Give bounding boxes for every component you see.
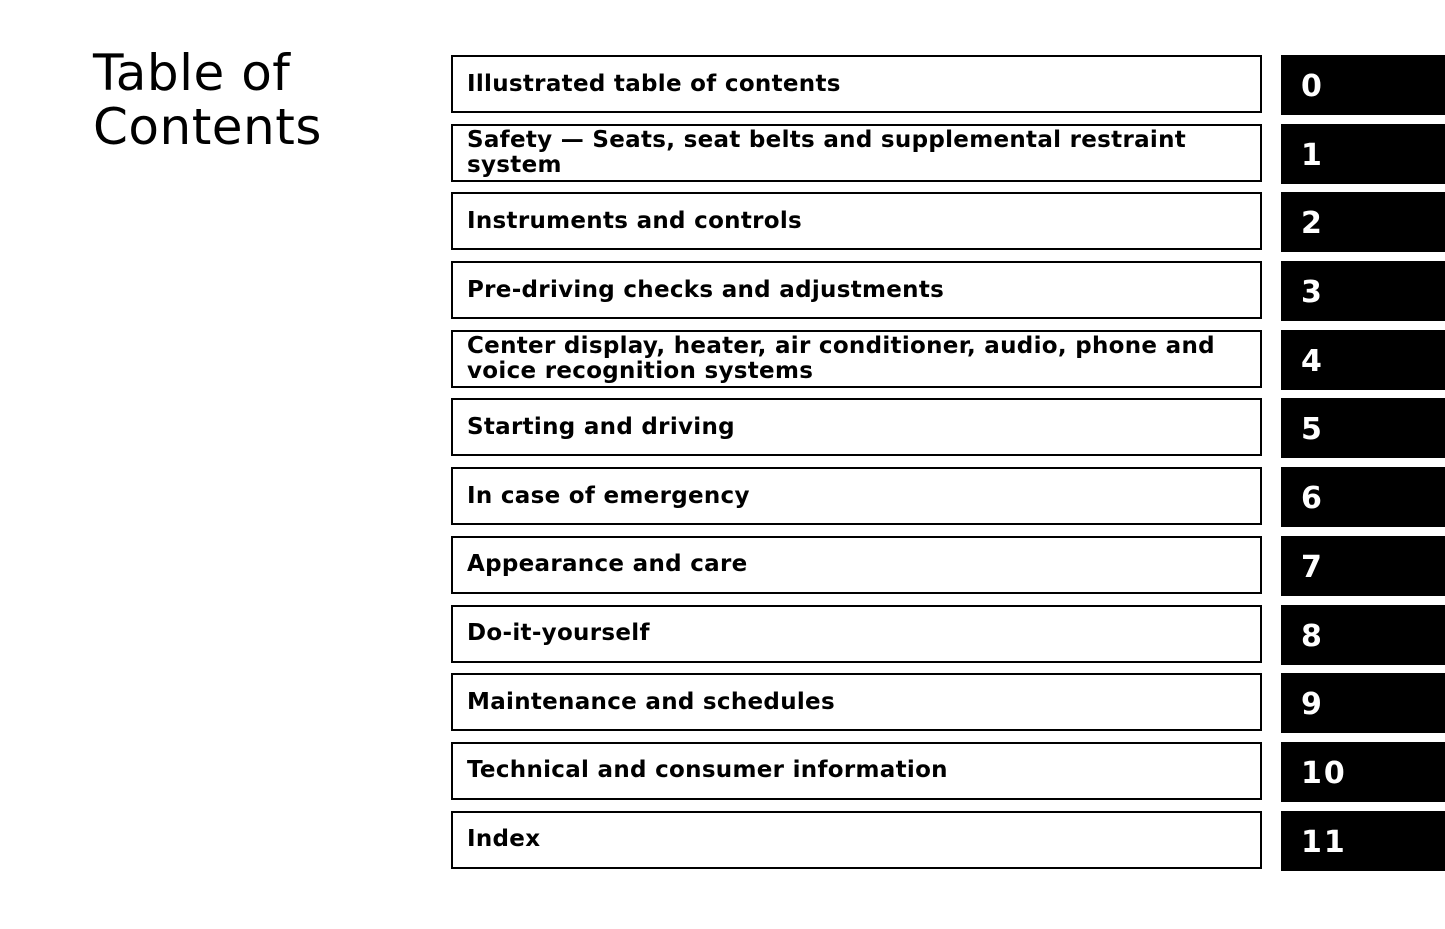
toc-entry-label: Starting and driving: [467, 413, 735, 440]
chapter-number: 0: [1301, 69, 1324, 104]
toc-entry-instruments-and-controls[interactable]: [451, 192, 1262, 250]
chapter-number: 1: [1301, 137, 1324, 173]
chapter-tab-4[interactable]: [1281, 330, 1445, 390]
toc-row-10: [451, 742, 1445, 802]
chapter-tab-6[interactable]: [1281, 467, 1445, 527]
chapter-number: 3: [1301, 275, 1324, 311]
chapter-number: 7: [1301, 549, 1324, 585]
toc-row-9: [451, 673, 1445, 733]
toc-entry-center-display[interactable]: [451, 330, 1262, 388]
chapter-number: 2: [1301, 206, 1324, 242]
chapter-tab-1[interactable]: [1281, 124, 1445, 184]
page-title: [93, 46, 322, 154]
toc-entry-maintenance-and-schedules[interactable]: [451, 673, 1262, 731]
chapter-tab-11[interactable]: [1281, 811, 1445, 871]
chapter-tab-10[interactable]: [1281, 742, 1445, 802]
toc-entry-label: Do-it-yourself: [467, 620, 650, 646]
chapter-number: 5: [1301, 412, 1324, 448]
toc-entry-label: Maintenance and schedules: [467, 688, 835, 715]
toc-row-0: [451, 55, 1445, 115]
chapter-number: 11: [1301, 824, 1347, 860]
toc-entry-safety[interactable]: [451, 124, 1262, 182]
chapter-tab-2[interactable]: [1281, 192, 1445, 252]
toc-entry-label: Illustrated table of contents: [467, 70, 841, 97]
toc-entry-technical-and-consumer-information[interactable]: [451, 742, 1262, 800]
chapter-tab-9[interactable]: [1281, 673, 1445, 733]
toc-entry-label: In case of emergency: [467, 482, 750, 509]
chapter-tab-0[interactable]: [1281, 55, 1445, 115]
toc-entry-label: Pre-driving checks and adjustments: [467, 276, 945, 303]
toc-row-1: [451, 124, 1445, 184]
toc-entry-do-it-yourself[interactable]: [451, 605, 1262, 663]
toc-entry-starting-and-driving[interactable]: [451, 398, 1262, 456]
chapter-tab-3[interactable]: [1281, 261, 1445, 321]
chapter-tab-5[interactable]: [1281, 398, 1445, 458]
toc-entry-illustrated-table-of-contents[interactable]: [451, 55, 1262, 113]
toc-entry-index[interactable]: [451, 811, 1262, 869]
toc-entry-label: Index: [467, 826, 541, 853]
chapter-tab-7[interactable]: [1281, 536, 1445, 596]
toc-row-2: [451, 192, 1445, 252]
page-title-line-1: Table of: [93, 44, 291, 102]
toc-entry-label: Appearance and care: [467, 551, 748, 578]
toc-entry-label: Center display, heater, air conditioner, audio, phone and voice recognition systems: [467, 332, 1215, 384]
chapter-number: 9: [1301, 687, 1324, 723]
toc-row-4: [451, 330, 1445, 390]
toc-entry-appearance-and-care[interactable]: [451, 536, 1262, 594]
toc-row-8: [451, 605, 1445, 665]
toc-entry-pre-driving-checks[interactable]: [451, 261, 1262, 319]
page-title-line-2: Contents: [93, 98, 322, 156]
chapter-number: 8: [1301, 618, 1324, 654]
chapter-number: 6: [1301, 481, 1324, 517]
toc-row-7: [451, 536, 1445, 596]
toc-entry-label: Instruments and controls: [467, 207, 803, 234]
chapter-number: 4: [1301, 343, 1324, 379]
chapter-tab-8[interactable]: [1281, 605, 1445, 665]
toc-entry-in-case-of-emergency[interactable]: [451, 467, 1262, 525]
toc-row-6: [451, 467, 1445, 527]
toc-row-11: [451, 811, 1445, 871]
toc-entry-label: Safety — Seats, seat belts and supplemental restraint system: [467, 126, 1187, 178]
toc-row-5: [451, 398, 1445, 458]
chapter-number: 10: [1301, 755, 1347, 791]
toc-entry-label: Technical and consumer information: [467, 757, 948, 784]
toc-list: [451, 55, 1445, 879]
toc-row-3: [451, 261, 1445, 321]
